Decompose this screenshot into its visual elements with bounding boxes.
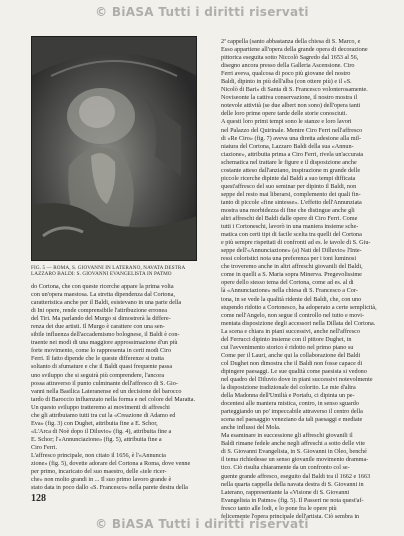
text-line: sibile influenza dell'accademismo bolognese, il Baldi è con- <box>31 331 180 339</box>
text-line: tutti i Cortoneschi, lavorò in una maniera insieme sche- <box>221 223 359 231</box>
text-line: che» non molto grandi in ... Il suo primo lavoro grande è <box>31 476 172 484</box>
text-line: la disposizione tradizionale del colorito. Le mie d'altra <box>221 384 356 392</box>
text-line: del Tiri. Ma parlando del Murgo si dimostrerà la differe- <box>31 315 171 323</box>
text-line: con un'opera maestosa. La stretta dipendenza dal Cortona, <box>31 291 175 299</box>
text-line: Eva» (fig. 3) con Dughet, attribuita fine a E. Schor, <box>31 419 158 427</box>
text-line: felicemente l'opera principale dell'artista. Ciò sembra in <box>221 512 360 520</box>
text-line: altri affreschi del Baldi dalle opere di Ciro Ferri. Come <box>221 215 358 223</box>
text-line: della Madonna dell'Umiltà e Portafu, ci dipinta un pe- <box>221 392 355 400</box>
text-line: quest'affresco del suo seminar per dipinto il Baldi, non <box>221 182 357 190</box>
text-line: il tema richiedesse un senso giovanile movimento dramma- <box>221 456 369 464</box>
text-line: matica con certi tipi di facile scelta tra quelli del Cortona <box>221 231 362 239</box>
text-line: tanto di piccole «fine sintesse». L'effetto dell'Annunziata <box>221 198 362 206</box>
text-line: stupendo ridotto a Cortonesco, ha adoperato a certe semplicità, <box>221 303 377 311</box>
text-line: forte movimento, come lo rappresenta in certi modi Ciro <box>31 347 172 355</box>
text-line: schematica nel trattare le figure e il disposizione anche <box>221 158 357 166</box>
figure-caption <box>31 265 201 277</box>
right-text-column <box>221 38 383 521</box>
text-line: Ma esaminare in successione gli affreschi giovanili il <box>221 432 353 440</box>
text-line: disegno ancora presso della Galleria Ascensione. Ciro <box>221 62 355 70</box>
text-line: stato data in poco dallo «S. Francesco» nella parete destra della <box>31 484 188 492</box>
text-line: cui l'avvenimento storico è ridotto nel primo piano su <box>221 343 354 351</box>
figure-photo <box>31 36 197 261</box>
text-line: Nicolò di Bari» di Santa di S. Francesco volonterosamente. <box>221 86 368 94</box>
text-line: costante atteso dall'anziano, inspirazione m grande delle <box>221 166 361 174</box>
text-line: Un questo sviluppo tratteremo ai movimenti di affreschi <box>31 403 170 411</box>
text-line: nella quarta cappella della navata destra di S. Giovanni in <box>221 480 364 488</box>
text-line: che troveremo anche in altri affreschi giovanili del Baldi, <box>221 263 363 271</box>
text-line: ciazione», attribuita prima a Ciro Ferri, rivela un'accurata <box>221 150 364 158</box>
text-line: zione» (fig. 5), dovette adorare del Cortona a Roma, dove venne <box>31 460 191 468</box>
text-line: mostra una morbidezza di fine che distingue anche gli <box>221 206 355 214</box>
watermark-top: © BiASA Tutti i diritti riservati <box>95 5 309 19</box>
text-line: guente grande affresco, eseguito dal Baldi tra il 1662 e 1663 <box>221 472 371 480</box>
text-line: «L'Arca di Noè dopo il Diluvio» (fig. 4), attribuita fine a <box>31 427 172 435</box>
text-line: opere dello stesso tema del Cortona, come ad es. al di <box>221 279 354 287</box>
text-line: Come per il Lauri, anche qui la collaborazione del Baldi <box>221 351 361 359</box>
text-line: e più sempre rispettati di confronti ad es. le tavole di S. Giu- <box>221 239 371 247</box>
text-line: là «Annunciazione» nella chiesa di S. Francesco a Cor- <box>221 287 358 295</box>
text-line: parteggiando un po' impeccabile attraverso il centro della <box>221 408 363 416</box>
text-line: nel Palazzo del Quirinale. Mentre Ciro Ferri nell'affresco <box>221 126 363 134</box>
text-line: Baldi rimane fedele anche negli affreschi a sotto delle vite <box>221 440 366 448</box>
text-line: niatura del Cortona, Lazzaro Baldi della sua «Annun- <box>221 142 354 150</box>
caption-line-2: LAZZARO BALDI: S. GIOVANNI EVANGELISTA IN PATMO <box>31 271 172 277</box>
text-line: di «Re Ciro» (fig. 7) aveva una diretta adesione alla mil- <box>221 134 362 142</box>
text-line: che gli attribuiamo tutti tra cui la «Creazione di Adamo ed <box>31 411 176 419</box>
caption-line-1: FIG. 5 — ROMA, S. GIOVANNI IN LATERANO, NAVATA DESTRA <box>31 265 186 271</box>
text-line: tona, in se vede la qualità ridente del Baldi, che, con uno <box>221 295 362 303</box>
text-line: Esso appartiene all'opera della grande opera di decorazione <box>221 46 368 54</box>
text-line: seppe del resto mai liberarsi, complemento dei quali fin- <box>221 190 361 198</box>
text-line: La scena e chiara in piani successivi, anche nell'affresco <box>221 327 360 335</box>
left-text-column <box>31 283 203 492</box>
text-line: A questi loro primi tempi sono le stanze e loro lavori <box>221 118 352 126</box>
text-line: come in quelli a S. Maria sopra Minerva. Pregevolissime <box>221 271 362 279</box>
text-line: 2ª cappella (santo abbastanza della chiesa di S. Marco, e <box>221 38 361 45</box>
text-line: L'affresco principale, non citato il 1656, è l'«Annuncia <box>31 451 166 459</box>
text-line: di Ini opere, rende comprensibile l'attribuzione erronea <box>31 307 167 315</box>
page-number: 128 <box>31 493 46 504</box>
text-line: Noviseonte la cattiva conservazione, il nostro mostra il <box>221 94 358 102</box>
text-line: del Ferrucci dipinto insieme con il pittore Dughet, in <box>221 335 352 343</box>
text-line: Ciro Ferri. <box>31 443 58 451</box>
text-line: traente nei modi di una maggiore approssimazione d'un più <box>31 339 178 347</box>
text-line: come nell'Angelo, non segue il controllo nel tutto e movi- <box>221 311 365 319</box>
text-line: tardo di Baroccio influenzato nella forma e nel colore del Maratta. <box>31 395 196 403</box>
text-line: di S. Giovanni Evangelista, in S. Giovanni in Oleo, benché <box>221 448 367 456</box>
text-line: renza dei due artisti. Il Murgo è carattere con una sen- <box>31 323 165 331</box>
text-line: tico. Ciò risulta chiaramente da un confronto col se- <box>221 464 350 472</box>
text-line: docentesi alle maniera mistica, contro, in senso sguardo <box>221 400 359 408</box>
text-line: ressi coloristici nota una preferenza per i toni luminosi <box>221 255 357 263</box>
text-line: anche influssi del Mola. <box>221 424 281 432</box>
text-line: E. Schor; l'«Annunciazione» (fig. 5), attribuita fine a <box>31 435 162 443</box>
text-line: seppe dell'«Annunciazione» (a) Nati del Dilluvio» l'Inte- <box>221 247 362 255</box>
text-line: Laterano, rappresentante la «Visione di S. Giovanni <box>221 488 350 496</box>
text-line: mentata disposizione degli accessori nella Dillata del Cortona. <box>221 319 376 327</box>
text-line: per primo, incaricato del suo maestro, delle «tele ricer- <box>31 468 167 476</box>
text-line: uno sviluppo che si seguirà più comprendere, l'ancora <box>31 371 165 379</box>
text-line: do Cortona, che con queste ricerche appare la prima volta <box>31 283 174 290</box>
watermark-bottom: © BiASA Tutti i diritti riservati <box>95 517 309 531</box>
text-line: soltanto di sfumature e che il Baldi quasi frequente passa <box>31 363 173 371</box>
text-line: piccole ricerche dipinte dal Baldi a suo tempi difficata <box>221 174 356 182</box>
text-line: vanni nella Basilica Lateranense ed un decisione del barocco <box>31 387 182 395</box>
text-line: notevole attività (se due albert non sono) dell'opera tanti <box>221 102 361 110</box>
text-line: Evangelista in Patmo» (fig. 5). Il Passeri ne nota quest'af- <box>221 496 364 504</box>
text-line: fresco tanto alle lodi, e lo pone fra le opere più <box>221 504 337 512</box>
text-line: pittorica eseguita sotto Niccolò Sagredo dal 1653 al 56, <box>221 54 359 62</box>
text-line: Baldi, dipinto in più dell'alba (con ottere più) e il «S. <box>221 78 352 86</box>
text-line: Ferri aveva, qualcosa di poco più giovane del nostro <box>221 70 351 78</box>
text-line: caratteristica anche per il Baldi, esistevano in una parte della <box>31 299 182 307</box>
text-line: scena nel paesaggio veneziano da tali paesaggi e mediate <box>221 416 363 424</box>
text-line: Ferri. Il fatto dipende che le queste differenze si tratta <box>31 355 164 363</box>
text-line: possa attraverso il punto culminante dell'affresco di S. Gio- <box>31 379 178 387</box>
text-line: dipingere paesaggi. Le sue qualità come paesista si vedono <box>221 367 367 375</box>
text-line: delle loro prime opere tarde delle storie conosciuti. <box>221 110 348 118</box>
text-line: nel quadro del Diluvio dove in piani successivi notevolmente <box>221 375 373 383</box>
text-line: col Dughet non dimostra che il Baldi non fosse capace di <box>221 359 363 367</box>
